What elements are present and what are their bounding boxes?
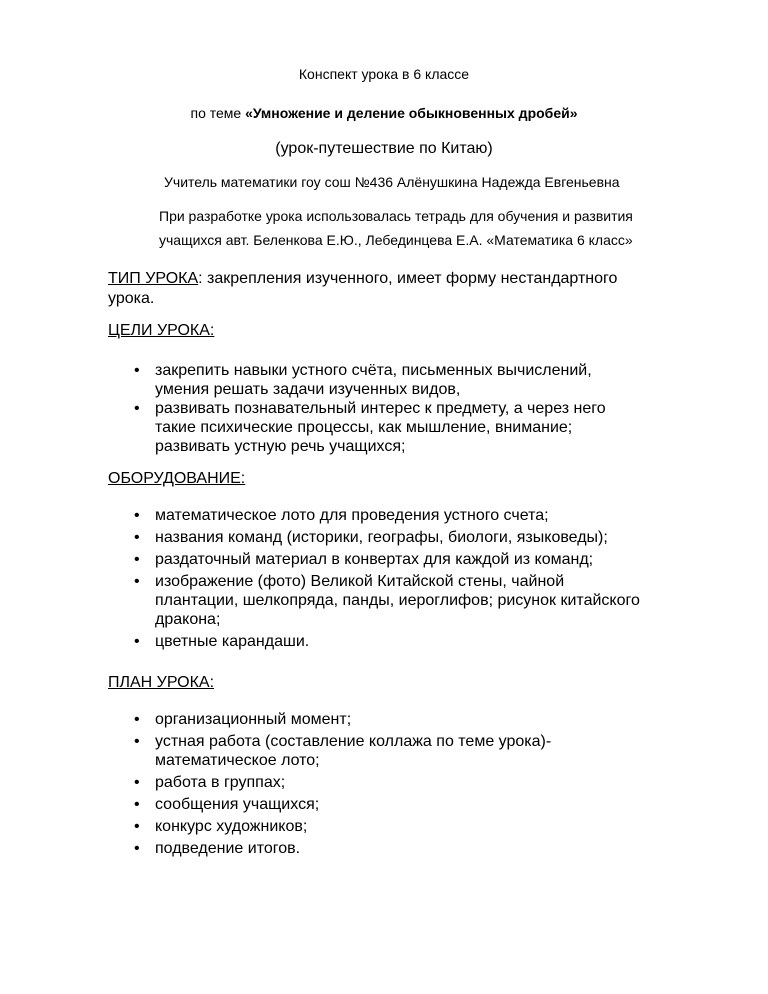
bullet-icon: • <box>134 774 140 791</box>
lesson-type-label: ТИП УРОКА <box>108 270 199 287</box>
list-item: • цветные карандаши. <box>134 633 310 650</box>
lesson-type-line-1 <box>108 269 617 288</box>
list-item: • изображение (фото) Великой Китайской стены, чайной плантации, шелкопряда, панды, иероглифов; рисунок китайского дракона; <box>134 573 640 628</box>
doc-subtitle: (урок-путешествие по Китаю) <box>275 140 493 157</box>
source-line-1: При разработке урока использовалась тетрадь для обучения и развития <box>159 208 633 224</box>
bullet-icon: • <box>134 818 140 835</box>
list-item: • устная работа (составление коллажа по теме урока)- математическое лото; <box>134 733 552 769</box>
teacher-line: Учитель математики гоу сош №436 Алёнушкина Надежда Евгеньевна <box>164 174 620 190</box>
plan-list <box>108 710 728 861</box>
plan-heading: ПЛАН УРОКА: <box>108 674 215 691</box>
lesson-type-text: : закрепления изученного, имеет форму нестандартного <box>198 270 618 287</box>
list-item: • закрепить навыки устного счёта, письменных вычислений, умения решать задачи изученных видов, <box>134 362 592 398</box>
list-item: • развивать познавательный интерес к предмету, а через него такие психические процессы, как мышление, внимание; развивать устную речь учащихся; <box>134 400 606 455</box>
bullet-icon: • <box>134 529 140 546</box>
bullet-icon: • <box>134 840 140 857</box>
lesson-type-line-2: урока. <box>108 290 155 307</box>
goals-heading: ЦЕЛИ УРОКА: <box>108 322 215 339</box>
bullet-icon: • <box>134 711 140 728</box>
doc-topic-prefix: по теме <box>190 105 246 121</box>
bullet-icon: • <box>134 633 140 650</box>
doc-title: Конспект урока в 6 классе <box>298 66 470 82</box>
list-item: • конкурс художников; <box>134 818 308 835</box>
bullet-icon: • <box>134 733 140 750</box>
list-item: • математическое лото для проведения устного счета; <box>134 507 549 524</box>
doc-topic-line <box>0 105 768 122</box>
bullet-icon: • <box>134 507 140 524</box>
bullet-icon: • <box>134 362 140 379</box>
equipment-heading: ОБОРУДОВАНИЕ: <box>108 470 246 487</box>
list-item: • подведение итогов. <box>134 840 301 857</box>
list-item: • названия команд (историки, географы, биологи, языковеды); <box>134 529 608 546</box>
bullet-icon: • <box>134 796 140 813</box>
list-item: • сообщения учащихся; <box>134 796 320 813</box>
bullet-icon: • <box>134 573 140 590</box>
list-item: • организационный момент; <box>134 711 352 728</box>
list-item: • работа в группах; <box>134 774 286 791</box>
source-line-2: учащихся авт. Беленкова Е.Ю., Лебединцева Е.А. «Математика 6 класс» <box>159 232 633 248</box>
bullet-icon: • <box>134 551 140 568</box>
doc-topic: «Умножение и деление обыкновенных дробей» <box>245 105 578 121</box>
bullet-icon: • <box>134 400 140 417</box>
equipment-list <box>108 506 728 654</box>
goals-list <box>108 361 728 456</box>
list-item: • раздаточный материал в конвертах для каждой из команд; <box>134 551 594 568</box>
